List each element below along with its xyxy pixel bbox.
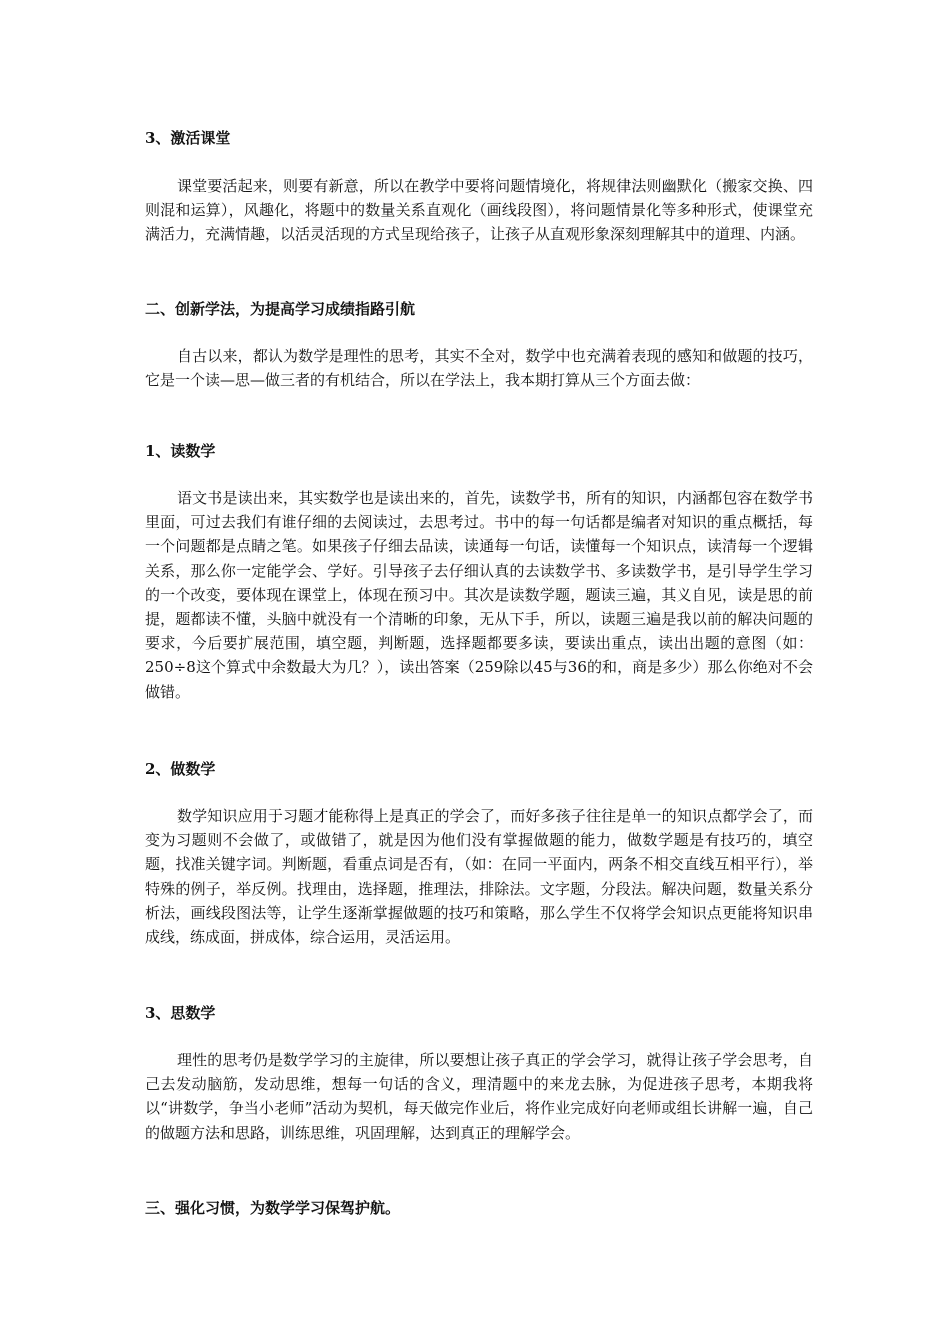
section-heading-activate-class: 3、激活课堂: [145, 129, 231, 147]
paragraph-read-math: 语文书是读出来，其实数学也是读出来的，首先，读数学书，所有的知识，内涵都包容在数学书里面，可过去我们有谁仔细的去阅读过，去思考过。书中的每一句话都是编者对知识的重点概括，每一个问题都是点睛之笔。如果孩子仔细去品读，读通每一句话，读懂每一个知识点，读清每一个逻辑关系，那么你一定能学会、学好。引导孩子去仔细认真的去读数学书、多读数学书，是引导学生学习的一个改变，要体现在课堂上，体现在预习中。其次是读数学题，题读三遍，其义自见，读是思的前提，题都读不懂，头脑中就没有一个清晰的印象，无从下手，所以，读题三遍是我以前的解决问题的要求，今后要扩展范围，填空题，判断题，选择题都要多读，要读出重点，读出出题的意图（如：250÷8这个算式中余数最大为几？），读出答案（259除以45与36的和，商是多少）那么你绝对不会做错。: [145, 489, 813, 701]
section-heading-do-math: 2、做数学: [145, 760, 216, 778]
paragraph-do-math: 数学知识应用于习题才能称得上是真正的学会了，而好多孩子往往是单一的知识点都学会了，而变为习题则不会做了，或做错了，就是因为他们没有掌握做题的能力，做数学题是有技巧的，填空题，找准关键字词。判断题，看重点词是否有，（如：在同一平面内，两条不相交直线互相平行），举特殊的例子，举反例。找理由，选择题，推理法，排除法。文字题，分段法。解决问题，数量关系分析法，画线段图法等，让学生逐渐掌握做题的技巧和策略，那么学生不仅将学会知识点更能将知识串成线，练成面，拼成体，综合运用，灵活运用。: [145, 807, 813, 947]
paragraph-innovate-method: 自古以来，都认为数学是理性的思考，其实不全对，数学中也充满着表现的感知和做题的技巧，它是一个读—思—做三者的有机结合，所以在学法上，我本期打算从三个方面去做：: [145, 347, 813, 390]
paragraph-think-math: 理性的思考仍是数学学习的主旋律，所以要想让孩子真正的学会学习，就得让孩子学会思考，自己去发动脑筋，发动思维，想每一句话的含义，理清题中的来龙去脉，为促进孩子思考，本期我将以“讲数学，争当小老师”活动为契机，每天做完作业后，将作业完成好向老师或组长讲解一遍，自己的做题方法和思路，训练思维，巩固理解，达到真正的理解学会。: [145, 1051, 813, 1142]
section-heading-strengthen-habits: 三、强化习惯，为数学学习保驾护航。: [145, 1199, 401, 1217]
section-heading-read-math: 1、读数学: [145, 442, 216, 460]
paragraph-activate-class: 课堂要活起来，则要有新意，所以在教学中要将问题情境化，将规律法则幽默化（搬家交换、四则混和运算），风趣化，将题中的数量关系直观化（画线段图），将问题情景化等多种形式，使课堂充满活力，充满情趣，以活灵活现的方式呈现给孩子，让孩子从直观形象深刻理解其中的道理、内涵。: [145, 177, 813, 244]
section-heading-think-math: 3、思数学: [145, 1004, 216, 1022]
section-heading-innovate-method: 二、创新学法，为提高学习成绩指路引航: [145, 300, 416, 318]
